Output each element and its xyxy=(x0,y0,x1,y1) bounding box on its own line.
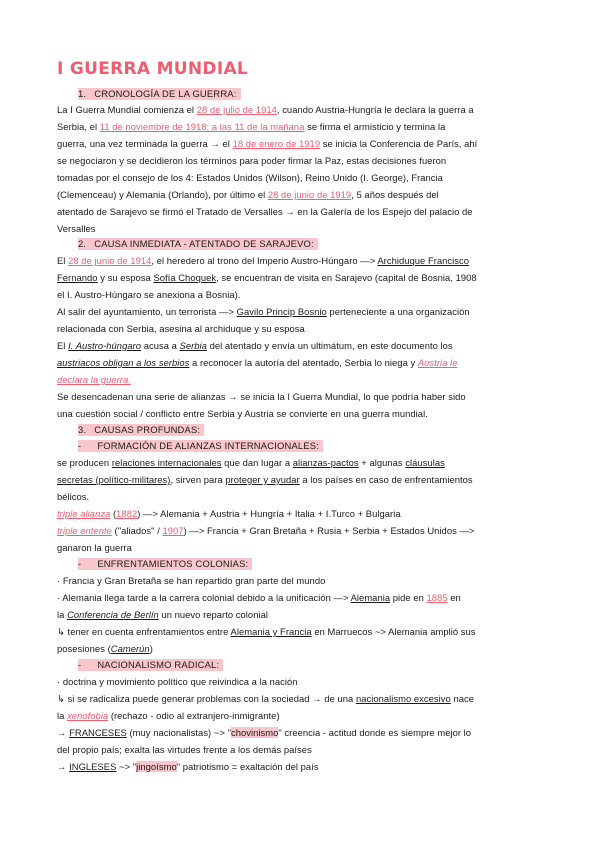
subsection-heading-colonias xyxy=(78,558,252,570)
date: 18 de enero de 1919 xyxy=(232,138,321,149)
text-line: ganaron la guerra xyxy=(57,542,132,553)
text-line: la Conferencia de Berlín un nuevo reparto colonial xyxy=(57,609,268,620)
text-line: La I Guerra Mundial comienza el 28 de julio de 1914, cuando Austria-Hungría le declara la guerra a xyxy=(57,104,474,115)
section-label: NACIONALISMO RADICAL: xyxy=(97,659,220,670)
page-title: I GUERRA MUNDIAL xyxy=(57,59,249,79)
text-line: guerra, una vez terminada la guerra → el 18 de enero de 1919 se inicia la Conferencia de París, ahí xyxy=(57,138,478,149)
text-line: bélicos. xyxy=(57,491,90,502)
text-line: · Francia y Gran Bretaña se han repartido gran parte del mundo xyxy=(57,575,326,586)
date: 28 de junio de 1914 xyxy=(68,255,152,266)
text-line: · Alemania llega tarde a la carrera colonial debido a la unificación —> Alemania pide en 1885 en xyxy=(57,592,461,603)
text-line: Fernando y su esposa Sofía Choquek, se encuentran de visita en Sarajevo (capital de Bosnia, 1908 xyxy=(57,272,477,283)
section-label: CAUSA INMEDIATA - ATENTADO DE SARAJEVO: xyxy=(94,238,314,249)
text-line: se producen relaciones internacionales que dan lugar a alianzas-pactos + algunas cláusulas xyxy=(57,457,445,468)
section-bullet: - xyxy=(78,659,82,670)
date: 28 de junio de 1919 xyxy=(267,189,352,200)
text-line: triple entente ("aliados" / 1907) —> Francia + Gran Bretaña + Rusia + Serbia + Estados Unidos —> xyxy=(57,525,475,536)
text-line: relacionada con Serbia, asesina al archiduque y su esposa xyxy=(57,323,305,334)
section-number: 2. xyxy=(78,238,87,249)
text-line: (Clemenceau) y Alemania (Orlando), por último el 28 de junio de 1919, 5 años después del xyxy=(57,189,439,200)
section-bullet: - xyxy=(78,440,82,451)
text-line: Se desencadenan una serie de alianzas → se inicia la I Guerra Mundial, lo que podría haber sido xyxy=(57,391,466,402)
section-heading-sarajevo xyxy=(78,238,318,250)
text-line: secretas (político-militares), sirven para proteger y ayudar a los países en caso de enfrentamientos xyxy=(57,474,473,485)
text-line: Versalles xyxy=(57,223,96,234)
text-line: ↳ si se radicaliza puede generar problemas con la sociedad → de una nacionalismo excesivo nace xyxy=(57,693,474,704)
text-line: Al salir del ayuntamiento, un terrorista —> Gavilo Princip Bosnio perteneciente a una organización xyxy=(57,306,470,317)
text-line: austriacos obligan a los serbios a reconocer la autoría del atentado, Serbia lo niega y Austria le xyxy=(57,357,458,368)
text-line: tomadas por el consejo de los 4: Estados Unidos (Wilson), Reino Unido (I. George), Francia xyxy=(57,172,443,183)
text-line: se negociaron y se decidieron los términos para poder firmar la Paz, estas decisiones fueron xyxy=(57,155,447,166)
text-line: del propio país; exalta las virtudes frente a los demás países xyxy=(57,744,312,755)
text-line: atentado de Sarajevo se firmó el Tratado de Versalles → en la Galería de los Espejo del palacio de xyxy=(57,206,473,217)
section-heading-cronologia xyxy=(78,88,241,100)
date: 11 de noviembre de 1918; a las 11 de la mañana xyxy=(99,121,305,132)
text-line: la xenofobia (rechazo - odio al extranjero-inmigrante) xyxy=(57,710,280,721)
text-line: una cuestión social / conflicto entre Serbia y Austria se convierte en una guerra mundial. xyxy=(57,408,428,419)
section-number: 3. xyxy=(78,424,87,435)
text-line: El 28 de junio de 1914, el heredero al trono del Imperio Austro-Húngaro —> Archiduque Francisco xyxy=(57,255,470,266)
section-bullet: - xyxy=(78,558,82,569)
text-line: → FRANCESES (muy nacionalistas) ~> "chovinismo" creencia - actitud donde es siempre mejor lo xyxy=(57,727,472,738)
text-line: ↳ tener en cuenta enfrentamientos entre Alemania y Francia en Marruecos ~> Alemania amplió sus xyxy=(57,626,476,637)
text-line: posesiones (Camerún) xyxy=(57,643,153,654)
text-line: El I. Austro-húngaro acusa a Serbia del atentado y envía un ultimátum, en este documento los xyxy=(57,340,453,351)
text-line: → INGLESES ~> "jingoísmo" patriotismo = exaltación del país xyxy=(57,761,319,772)
section-number: 1. xyxy=(78,88,87,99)
section-label: CRONOLOGÍA DE LA GUERRA: xyxy=(94,88,237,99)
date: 28 de julio de 1914 xyxy=(196,104,277,115)
text-line: Serbia, el 11 de noviembre de 1918; a las 11 de la mañana se firma el armisticio y termina la xyxy=(57,121,446,132)
subsection-heading-nacionalismo xyxy=(78,659,223,671)
section-label: CAUSAS PROFUNDAS: xyxy=(94,424,201,435)
section-label: FORMACIÓN DE ALIANZAS INTERNACIONALES: xyxy=(97,440,320,451)
text-line: declara la guerra. xyxy=(57,374,131,385)
section-label: ENFRENTAMIENTOS COLONIAS: xyxy=(97,558,249,569)
section-heading-causas-profundas xyxy=(78,424,204,436)
text-line: el I. Austro-Húngaro se anexiona a Bosnia). xyxy=(57,289,241,300)
text-line: triple alianza (1882) —> Alemania + Austria + Hungría + Italia + I.Turco + Bulgaria xyxy=(57,508,401,519)
subsection-heading-alianzas xyxy=(78,440,323,452)
text-line: · doctrina y movimiento político que reivindica a la nación xyxy=(57,676,298,687)
